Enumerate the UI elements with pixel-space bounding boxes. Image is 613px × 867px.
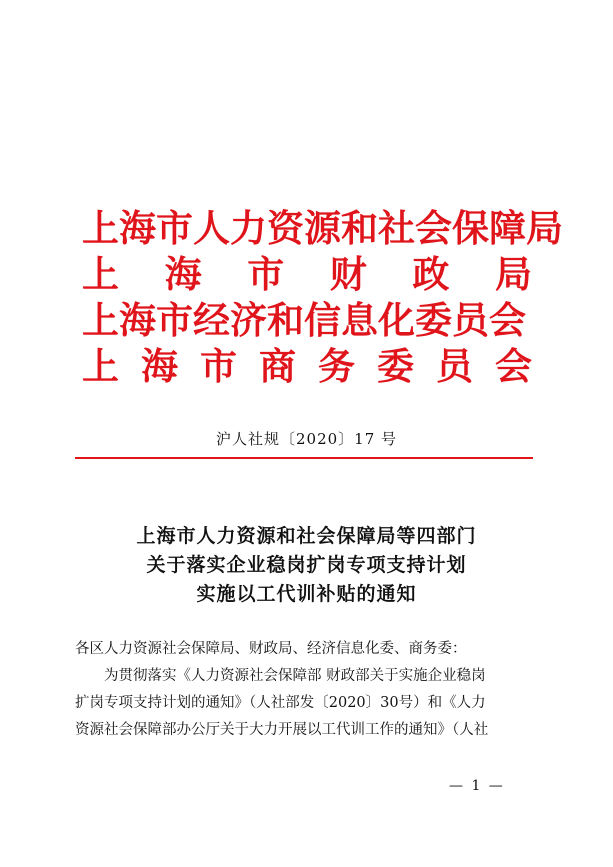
page-number: — 1 —	[449, 778, 505, 794]
document-body	[75, 636, 535, 744]
title-line: 关于落实企业稳岗扩岗专项支持计划	[146, 554, 467, 576]
agency-char: 上	[82, 344, 119, 388]
agency-finance-bureau	[82, 251, 532, 297]
agency-char: 海	[164, 252, 202, 296]
red-divider-line	[75, 457, 533, 459]
agency-economy-info-commission-text: 上海市经济和信息化委员会	[82, 298, 526, 342]
agency-char: 会	[495, 344, 532, 388]
agency-char: 员	[436, 344, 473, 388]
agency-char: 市	[200, 344, 237, 388]
body-paragraph-line: 资源社会保障部办公厅关于大力开展以工代训工作的通知》（人社	[75, 722, 489, 738]
agency-economy-info-commission	[82, 297, 532, 343]
agency-char: 委	[377, 344, 414, 388]
agency-char: 上	[82, 252, 119, 296]
body-paragraph-line: 为贯彻落实《人力资源社会保障部 财政部关于实施企业稳岗	[104, 668, 486, 684]
title-line: 上海市人力资源和社会保障局等四部门	[136, 525, 477, 547]
document-title	[0, 522, 613, 609]
agency-char: 市	[247, 252, 285, 296]
issuing-agencies-header	[82, 205, 563, 389]
agency-char: 务	[318, 344, 355, 388]
agency-commerce-commission	[82, 343, 532, 389]
agency-hrss-bureau-text: 上海市人力资源和社会保障局	[82, 206, 563, 250]
agency-char: 局	[494, 252, 532, 296]
agency-char: 财	[329, 252, 367, 296]
body-paragraph-line: 扩岗专项支持计划的通知》（人社部发〔2020〕30号）和《人力	[75, 695, 486, 711]
salutation: 各区人力资源社会保障局、财政局、经济信息化委、商务委：	[75, 641, 467, 657]
agency-char: 商	[259, 344, 296, 388]
agency-hrss-bureau	[82, 205, 563, 251]
title-line: 实施以工代训补贴的通知	[196, 583, 417, 605]
agency-char: 海	[141, 344, 178, 388]
agency-char: 政	[412, 252, 450, 296]
document-number: 沪人社规〔2020〕17 号	[215, 430, 398, 448]
